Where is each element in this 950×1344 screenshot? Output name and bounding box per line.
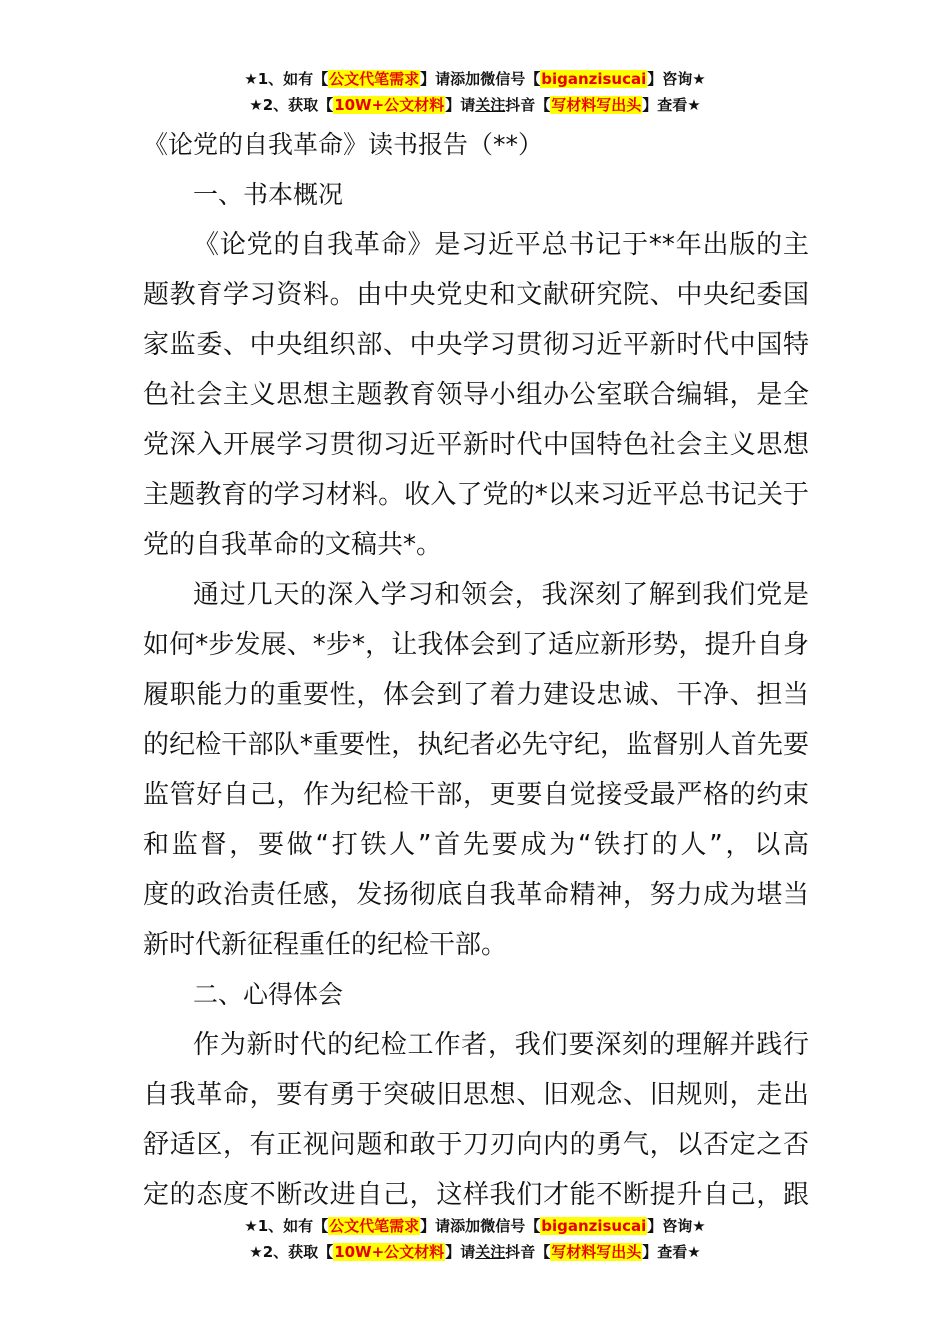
promo-highlight: 公文代笔需求 — [329, 70, 420, 88]
promo-text: 】查看★ — [642, 1243, 701, 1261]
text-line: 党深入开展学习贯彻习近平新时代中国特色社会主义思想 — [143, 430, 809, 460]
promo-text: ★1、如有【 — [244, 70, 329, 88]
promo-highlight: 10W+公文材料 — [334, 1243, 445, 1261]
promo-text: 抖音【 — [505, 96, 551, 114]
promo-banner-bottom — [0, 1213, 950, 1265]
text-line: 的纪检干部队*重要性，执纪者必先守纪，监督别人首先要 — [143, 730, 809, 760]
text-line: 新时代新征程重任的纪检干部。 — [143, 930, 508, 960]
text-line: 色社会主义思想主题教育领导小组办公室联合编辑，是全 — [143, 380, 809, 410]
text-line: 题教育学习资料。由中央党史和文献研究院、中央纪委国 — [143, 280, 809, 310]
promo-highlight: 10W+公文材料 — [334, 96, 445, 114]
promo-line-1 — [0, 66, 950, 92]
promo-text-underlined: 关注 — [475, 96, 506, 114]
promo-text: 微信号【 — [480, 70, 541, 88]
text-line: 监管好自己，作为纪检干部，更要自觉接受最严格的约束 — [143, 780, 809, 810]
section-heading-overview: 一、书本概况 — [193, 180, 344, 209]
section-heading-reflections: 二、心得体会 — [193, 980, 344, 1009]
promo-highlight: 公文代笔需求 — [329, 1217, 420, 1235]
promo-line-2 — [0, 1239, 950, 1265]
promo-text: 微信号【 — [480, 1217, 541, 1235]
promo-text: 】请添加 — [420, 70, 481, 88]
promo-text: 】咨询★ — [647, 1217, 706, 1235]
text-line: 履职能力的重要性，体会到了着力建设忠诚、干净、担当 — [143, 680, 809, 710]
text-line: 如何*步发展、*步*，让我体会到了适应新形势，提升自身 — [143, 630, 809, 660]
promo-text: 】查看★ — [642, 96, 701, 114]
promo-line-2 — [0, 92, 950, 118]
text-line: 通过几天的深入学习和领会，我深刻了解到我们党是 — [193, 580, 809, 610]
promo-text: ★2、获取【 — [249, 1243, 334, 1261]
text-line: 主题教育的学习材料。收入了党的*以来习近平总书记关于 — [143, 480, 809, 510]
promo-text: ★1、如有【 — [244, 1217, 329, 1235]
paragraph-overview-2 — [143, 570, 809, 970]
promo-line-1 — [0, 1213, 950, 1239]
text-line: 度的政治责任感，发扬彻底自我革命精神，努力成为堪当 — [143, 880, 809, 910]
promo-text: 】请 — [445, 1243, 476, 1261]
promo-banner-top — [0, 66, 950, 118]
paragraph-reflections-1 — [143, 1020, 809, 1220]
promo-highlight: 写材料写出头 — [551, 1243, 642, 1261]
promo-text: 】请 — [445, 96, 476, 114]
promo-text: 抖音【 — [505, 1243, 551, 1261]
text-line: 《论党的自我革命》是习近平总书记于**年出版的主 — [193, 230, 809, 260]
text-line: 自我革命，要有勇于突破旧思想、旧观念、旧规则，走出 — [143, 1080, 809, 1110]
document-title: 《论党的自我革命》读书报告（**） — [143, 130, 544, 159]
promo-text: 】请添加 — [420, 1217, 481, 1235]
text-line: 党的自我革命的文稿共*。 — [143, 530, 443, 560]
promo-text: 】咨询★ — [647, 70, 706, 88]
paragraph-overview-1 — [143, 220, 809, 570]
text-line: 作为新时代的纪检工作者，我们要深刻的理解并践行 — [193, 1030, 809, 1060]
promo-highlight: biganzisucai — [541, 1217, 647, 1235]
document-body — [143, 120, 809, 1220]
text-line: 和监督，要做“打铁人”首先要成为“铁打的人”，以高 — [143, 830, 809, 860]
promo-text: ★2、获取【 — [249, 96, 334, 114]
promo-text-underlined: 关注 — [475, 1243, 506, 1261]
text-line: 家监委、中央组织部、中央学习贯彻习近平新时代中国特 — [143, 330, 809, 360]
text-line: 定的态度不断改进自己，这样我们才能不断提升自己，跟 — [143, 1180, 809, 1210]
text-line: 舒适区，有正视问题和敢于刀刃向内的勇气，以否定之否 — [143, 1130, 809, 1160]
promo-highlight: biganzisucai — [541, 70, 647, 88]
promo-highlight: 写材料写出头 — [551, 96, 642, 114]
